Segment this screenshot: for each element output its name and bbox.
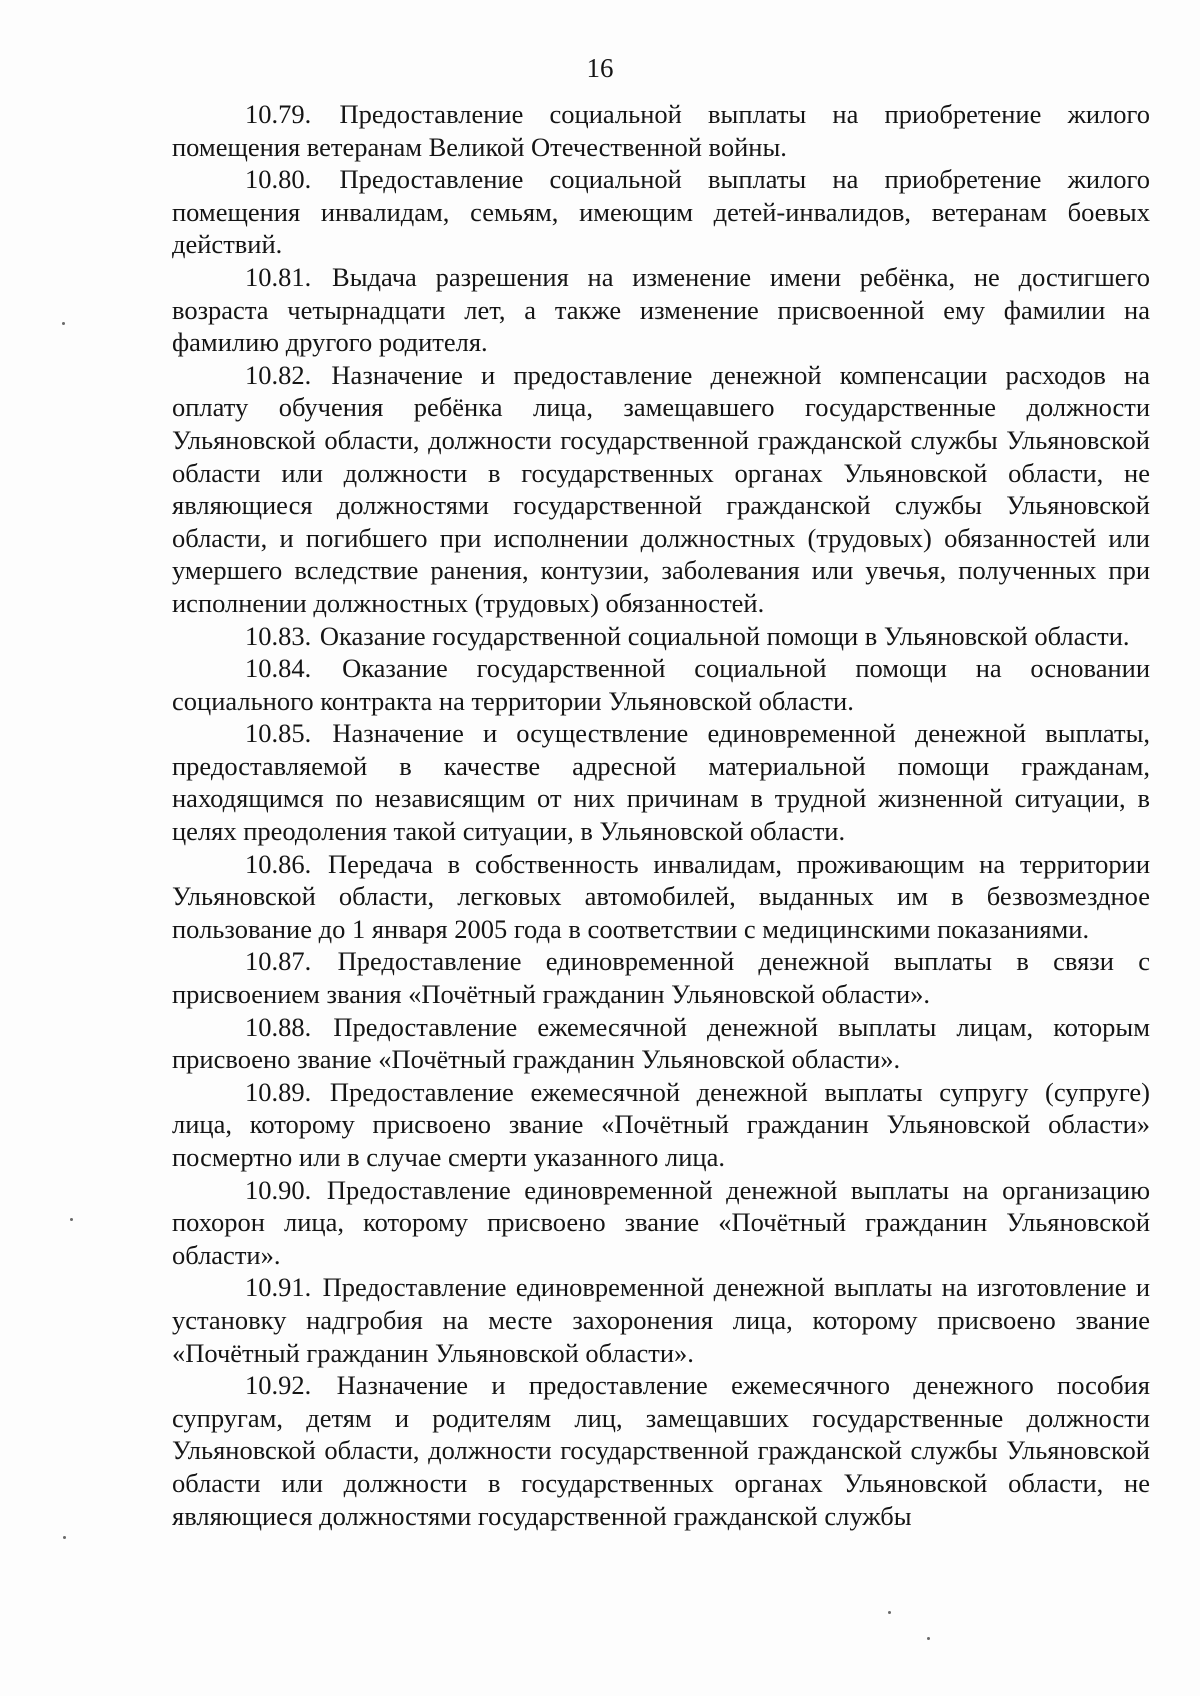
paragraph-text: Оказание государственной социальной помощи на основании социального контракта на территории Ульяновской области. (172, 653, 1151, 716)
paragraph-text: Передача в собственность инвалидам, проживающим на территории Ульяновской области, легковых автомобилей, выданных им в безвозмездное пользование до 1 января 2005 года в соответствии с медицинскими показаниями. (172, 848, 1151, 944)
paragraph-10-88 (172, 1011, 1150, 1076)
paragraph-10-80 (172, 163, 1150, 261)
paragraph-text: Предоставление единовременной денежной выплаты на изготовление и установку надгробия на месте захоронения лица, которому присвоено звание «Почётный гражданин Ульяновской области». (172, 1272, 1150, 1368)
paragraph-text: Предоставление социальной выплаты на приобретение жилого помещения инвалидам, семьям, имеющим детей-инвалидов, ветеранам боевых действий. (172, 164, 1150, 260)
paragraph-text: Назначение и предоставление денежной компенсации расходов на оплату обучения ребёнка лица, замещавшего государственные должности Ульяновской области, должности государственной гражданской службы Ульяновской области или должности в государственных органах Ульяновской области, не являющиеся должностями государственной гражданской службы Ульяновской области, и погибшего при исполнении должностных (трудовых) обязанностей или умершего вследствие ранения, контузии, заболевания или увечья, полученных при исполнении должностных (трудовых) обязанностей. (172, 359, 1150, 618)
paragraph-number: 10.86. (245, 848, 312, 879)
paragraph-number: 10.85. (245, 718, 312, 749)
paragraph-10-81 (172, 261, 1150, 359)
paragraph-text: Предоставление ежемесячной денежной выплаты супругу (супруге) лица, которому присвоено звание «Почётный гражданин Ульяновской области» посмертно или в случае смерти указанного лица. (172, 1076, 1150, 1172)
paragraph-10-83 (172, 620, 1150, 653)
paragraph-number: 10.81. (245, 261, 312, 292)
paragraph-text: Оказание государственной социальной помощи в Ульяновской области. (319, 620, 1130, 651)
paragraph-number: 10.83. (245, 620, 312, 651)
page-number: 16 (586, 53, 614, 83)
paragraph-number: 10.79. (245, 99, 312, 129)
paragraph-10-87 (172, 945, 1150, 1010)
paragraph-number: 10.90. (245, 1174, 312, 1205)
paragraph-number: 10.91. (245, 1272, 312, 1303)
scan-speck (888, 1611, 891, 1614)
scan-speck (927, 1637, 930, 1640)
scan-speck (63, 1536, 66, 1539)
paragraph-text: Предоставление социальной выплаты на приобретение жилого помещения ветеранам Великой Отечественной войны. (172, 99, 1150, 162)
scan-speck (70, 1218, 73, 1221)
document-body (172, 98, 1150, 1532)
paragraph-text: Предоставление единовременной денежной выплаты на организацию похорон лица, которому присвоено звание «Почётный гражданин Ульяновской области». (172, 1174, 1150, 1270)
paragraph-text: Назначение и предоставление ежемесячного денежного пособия супругам, детям и родителям лиц, замещавших государственные должности Ульяновской области, должности государственной гражданской службы Ульяновской области или должности в государственных органах Ульяновской области, не являющиеся должностями государственной гражданской службы (172, 1370, 1150, 1531)
paragraph-text: Выдача разрешения на изменение имени ребёнка, не достигшего возраста четырнадцати лет, а также изменение присвоенной ему фамилии на фамилию другого родителя. (172, 261, 1151, 358)
paragraph-number: 10.92. (245, 1370, 312, 1401)
paragraph-number: 10.80. (245, 164, 312, 195)
paragraph-10-84 (172, 652, 1150, 717)
paragraph-text: Назначение и осуществление единовременной денежной выплаты, предоставляемой в качестве адресной материальной помощи гражданам, находящимся по независящим от них причинам в трудной жизненной ситуации, в целях преодоления такой ситуации, в Ульяновской области. (172, 718, 1150, 847)
paragraph-10-89 (172, 1076, 1150, 1174)
paragraph-text: Предоставление единовременной денежной выплаты в связи с присвоением звания «Почётный гражданин Ульяновской области». (172, 946, 1150, 1010)
paragraph-number: 10.84. (245, 653, 312, 684)
paragraph-10-86 (172, 848, 1150, 946)
paragraph-10-85 (172, 717, 1150, 847)
scan-speck (62, 322, 65, 325)
paragraph-text: Предоставление ежемесячной денежной выплаты лицам, которым присвоено звание «Почётный гражданин Ульяновской области». (172, 1011, 1150, 1075)
paragraph-10-91 (172, 1271, 1150, 1369)
paragraph-number: 10.88. (245, 1011, 312, 1042)
paragraph-10-79 (172, 98, 1150, 163)
paragraph-number: 10.89. (245, 1076, 312, 1107)
paragraph-10-82 (172, 359, 1150, 620)
paragraph-number: 10.87. (245, 946, 312, 977)
paragraph-10-92 (172, 1369, 1150, 1532)
paragraph-10-90 (172, 1174, 1150, 1272)
paragraph-number: 10.82. (245, 359, 312, 390)
